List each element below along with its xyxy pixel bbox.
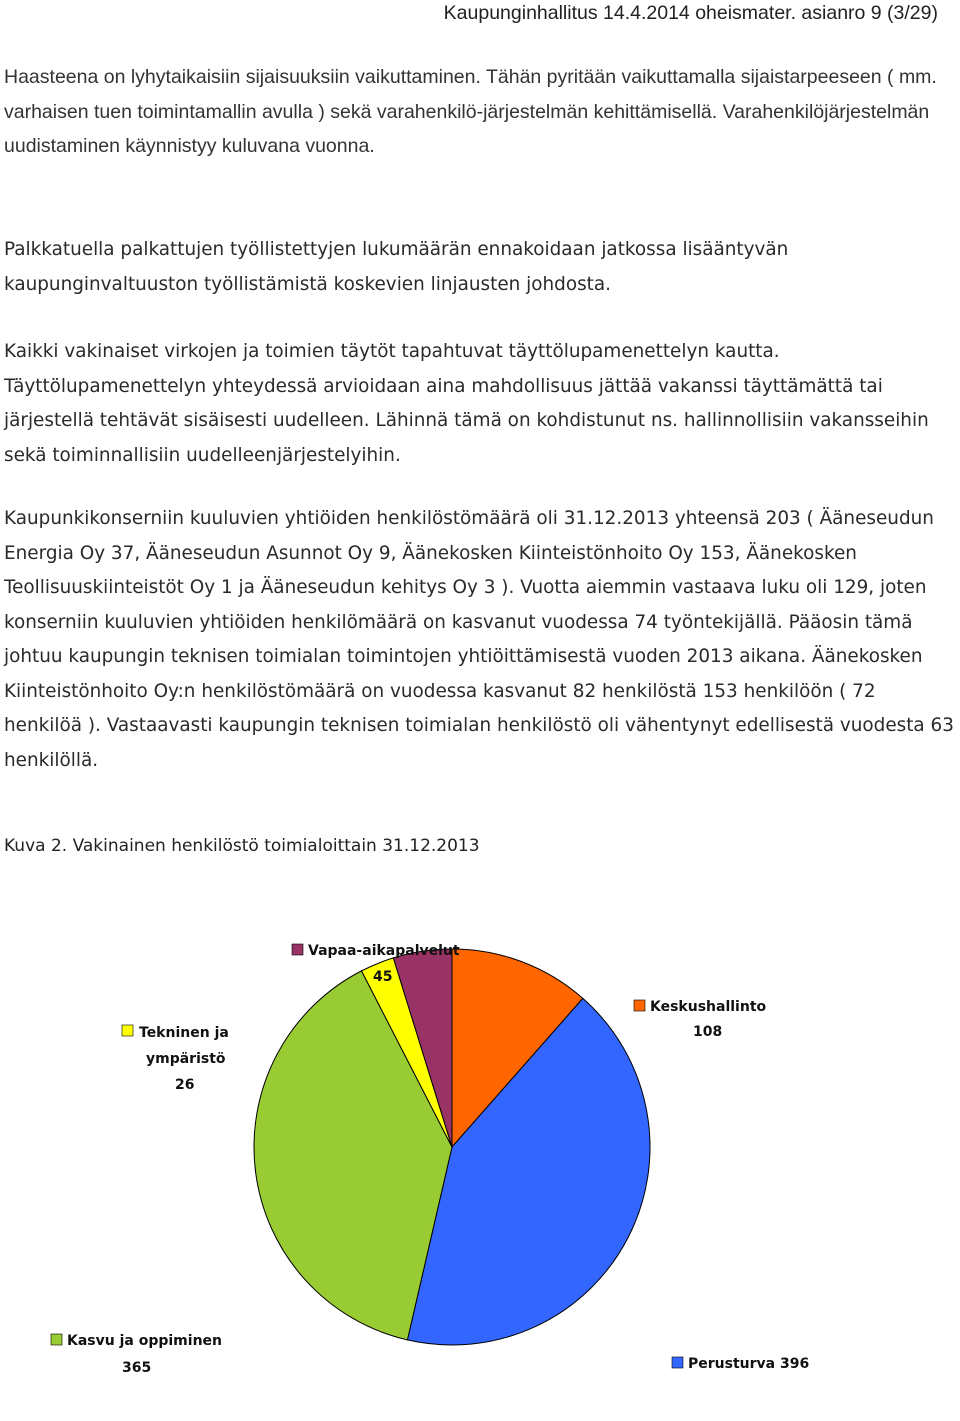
legend-swatch-tekninen (122, 1025, 133, 1036)
label-perus: Perusturva 396 (688, 1356, 810, 1372)
label-kasvu-name: Kasvu ja oppiminen (67, 1333, 222, 1349)
legend-swatch-kasvu (51, 1334, 62, 1345)
legend-swatch-keskus (634, 1000, 645, 1011)
legend-swatch-perus (672, 1357, 683, 1368)
figure-caption: Kuva 2. Vakinainen henkilöstö toimialoittain 31.12.2013 (4, 836, 480, 856)
pie-slices (254, 949, 650, 1345)
paragraph-substitutes: Haasteena on lyhytaikaisiin sijaisuuksiin vaikuttaminen. Tähän pyritään vaikuttamalla sijaistarpeeseen ( mm. varhaisen tuen toimintamallin avulla ) sekä varahenkilö-järjestelmän kehittämisellä. Varahenkilöjärjestelmän uudistaminen käynnistyy kuluvana vuonna. (4, 66, 937, 157)
label-tekninen-line1: Tekninen ja (139, 1025, 229, 1041)
staff-pie-chart (0, 890, 960, 1421)
paragraph-wage-subsidy: Palkkatuella palkattujen työllistettyjen lukumäärän ennakoidaan jatkossa lisääntyvän kaupunginvaltuuston työllistämistä koskevien linjausten johdosta. (4, 239, 789, 295)
label-keskus-name: Keskushallinto (650, 999, 767, 1015)
label-tekninen-line2: ympäristö (146, 1051, 226, 1067)
paragraph-group-companies: Kaupunkikonserniin kuuluvien yhtiöiden henkilöstömäärä oli 31.12.2013 yhteensä 203 ( Ääneseudun Energia Oy 37, Ääneseudun Asunnot Oy 9, Äänekosken Kiinteistönhoito Oy 153, Äänekosken Teollisuuskiinteistöt Oy 1 ja Ääneseudun kehitys Oy 3 ). Vuotta aiemmin vastaava luku oli 129, joten konserniin kuuluvien yhtiöiden henkilömäärä on kasvanut vuodessa 74 työntekijällä. Pääosin tämä johtuu kaupungin teknisen toimialan toimintojen yhtiöittämisestä vuoden 2013 aikana. Äänekosken Kiinteistönhoito Oy:n henkilöstömäärä on vuodessa kasvanut 82 henkilöstä 153 henkilöön ( 72 henkilöä ). Vastaavasti kaupungin teknisen toimialan henkilöstö oli vähentynyt edellisestä vuodesta 63 henkilöllä. (4, 508, 954, 771)
label-tekninen-value: 26 (175, 1077, 195, 1093)
paragraph-filling-permits: Kaikki vakinaiset virkojen ja toimien täytöt tapahtuvat täyttölupamenettelyn kautta. Täyttölupamenettelyn yhteydessä arvioidaan aina mahdollisuus jättää vakanssi täyttämättä tai järjestellä tehtävät sisäisesti uudelleen. Lähinnä tämä on kohdistunut ns. hallinnollisiin vakansseihin sekä toiminnallisiin uudelleenjärjestelyihin. (4, 341, 929, 466)
page-header: Kaupunginhallitus 14.4.2014 oheismater. asianro 9 (3/29) (443, 2, 938, 24)
label-kasvu-value: 365 (122, 1360, 152, 1376)
legend-swatch-vapaa (292, 944, 303, 955)
label-vapaa-name: Vapaa-aikapalvelut (308, 943, 460, 959)
label-vapaa-value: 45 (373, 969, 393, 985)
label-keskus-value: 108 (693, 1024, 723, 1040)
